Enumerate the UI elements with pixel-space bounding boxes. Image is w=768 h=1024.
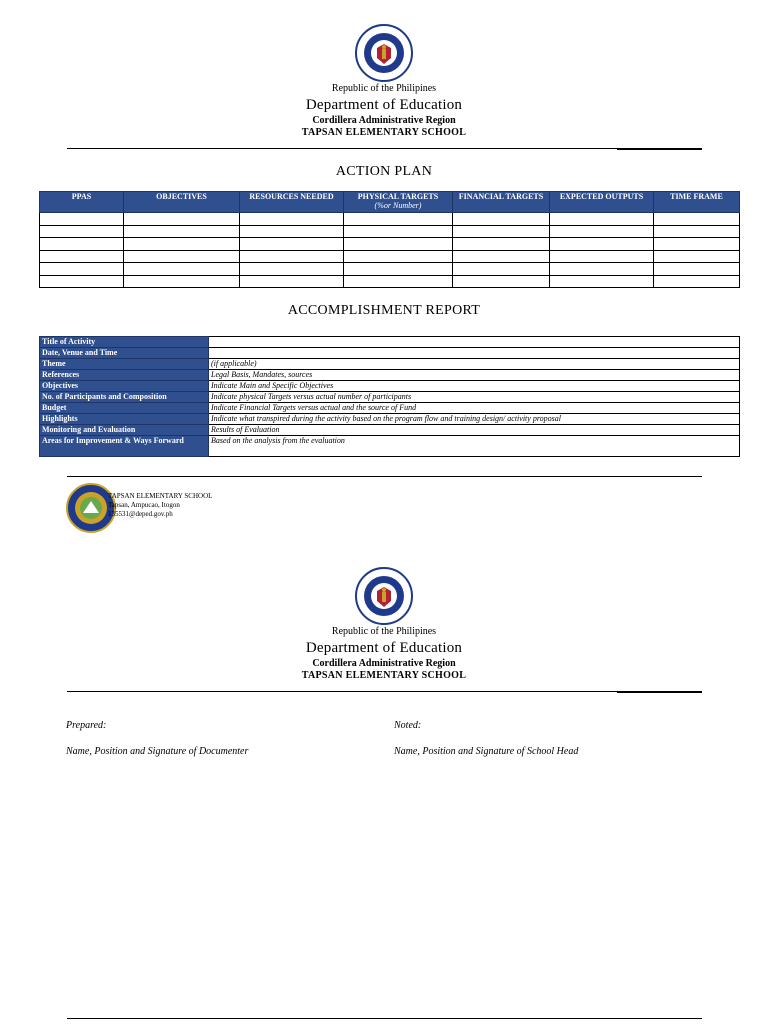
table-cell[interactable] — [344, 250, 453, 263]
table-row — [40, 275, 740, 288]
table-row — [40, 213, 740, 226]
table-row — [40, 225, 740, 238]
table-cell[interactable] — [240, 213, 344, 226]
noted-label: Noted: — [394, 720, 422, 731]
row-value[interactable]: Indicate physical Targets versus actual number of participants — [209, 392, 740, 403]
col-ppas: PPAS — [40, 192, 124, 213]
row-label: Areas for Improvement & Ways Forward — [40, 436, 209, 457]
table-cell[interactable] — [550, 225, 654, 238]
table-row — [40, 263, 740, 276]
accomplishment-report-table — [39, 336, 740, 457]
accomplishment-report-title: ACCOMPLISHMENT REPORT — [287, 303, 481, 318]
row-label: Highlights — [40, 414, 209, 425]
table-cell[interactable] — [40, 275, 124, 288]
table-cell[interactable] — [453, 225, 550, 238]
col-time-frame: TIME FRAME — [654, 192, 740, 213]
table-row — [40, 250, 740, 263]
row-value[interactable]: (if applicable) — [209, 359, 740, 370]
row-label: Title of Activity — [40, 337, 209, 348]
table-cell[interactable] — [344, 225, 453, 238]
table-cell[interactable] — [124, 250, 240, 263]
row-value[interactable]: Indicate Financial Targets versus actual and the source of Fund — [209, 403, 740, 414]
table-cell[interactable] — [453, 250, 550, 263]
table-cell[interactable] — [654, 263, 740, 276]
bottom-divider — [67, 1018, 702, 1019]
republic-text: Republic of the Philipines — [331, 626, 437, 637]
department-title: Department of Education — [305, 640, 463, 656]
table-cell[interactable] — [40, 250, 124, 263]
table-cell[interactable] — [654, 250, 740, 263]
footer-divider — [67, 476, 702, 477]
row-label: Objectives — [40, 381, 209, 392]
table-cell[interactable] — [40, 263, 124, 276]
table-cell[interactable] — [344, 213, 453, 226]
col-objectives: OBJECTIVES — [124, 192, 240, 213]
table-row — [40, 425, 740, 436]
row-label: Budget — [40, 403, 209, 414]
col-financial-targets: FINANCIAL TARGETS — [453, 192, 550, 213]
action-plan-title: ACTION PLAN — [335, 164, 433, 179]
prepared-name: Name, Position and Signature of Documenter — [66, 746, 249, 757]
row-label: No. of Participants and Composition — [40, 392, 209, 403]
action-plan-header-row — [40, 192, 740, 213]
table-cell[interactable] — [40, 238, 124, 251]
row-value[interactable]: Indicate Main and Specific Objectives — [209, 381, 740, 392]
table-cell[interactable] — [124, 275, 240, 288]
table-row — [40, 381, 740, 392]
row-value[interactable]: Based on the analysis from the evaluation — [209, 436, 740, 457]
action-plan-table — [39, 191, 740, 288]
table-cell[interactable] — [240, 275, 344, 288]
col-physical-targets: PHYSICAL TARGETS (%or Number) — [344, 192, 453, 213]
table-row — [40, 359, 740, 370]
header-divider — [67, 148, 617, 149]
footer-address: Tapsan, Ampucao, Itogon — [108, 501, 180, 509]
table-row — [40, 403, 740, 414]
row-label: Monitoring and Evaluation — [40, 425, 209, 436]
col-expected-outputs: EXPECTED OUTPUTS — [550, 192, 654, 213]
row-value[interactable]: Indicate what transpired during the activity based on the program flow and training design/ activity proposal — [209, 414, 740, 425]
col-resources-needed: RESOURCES NEEDED — [240, 192, 344, 213]
table-cell[interactable] — [40, 213, 124, 226]
table-cell[interactable] — [40, 225, 124, 238]
header-divider — [67, 691, 617, 692]
footer-email[interactable]: 135531@deped.gov.ph — [108, 510, 173, 518]
table-row — [40, 414, 740, 425]
table-cell[interactable] — [124, 238, 240, 251]
table-row — [40, 392, 740, 403]
row-label: Date, Venue and Time — [40, 348, 209, 359]
deped-seal-icon — [355, 24, 413, 82]
table-cell[interactable] — [453, 238, 550, 251]
table-cell[interactable] — [550, 263, 654, 276]
table-cell[interactable] — [124, 263, 240, 276]
table-cell[interactable] — [654, 225, 740, 238]
row-value[interactable]: Results of Evaluation — [209, 425, 740, 436]
table-cell[interactable] — [344, 263, 453, 276]
table-cell[interactable] — [240, 263, 344, 276]
table-cell[interactable] — [124, 225, 240, 238]
table-cell[interactable] — [453, 275, 550, 288]
header-divider-accent — [617, 148, 702, 150]
region-text: Cordillera Administrative Region — [312, 658, 456, 669]
table-cell[interactable] — [550, 238, 654, 251]
republic-text: Republic of the Philipines — [331, 83, 437, 94]
table-cell[interactable] — [654, 238, 740, 251]
table-row — [40, 370, 740, 381]
table-cell[interactable] — [550, 213, 654, 226]
noted-name: Name, Position and Signature of School Head — [394, 746, 579, 757]
table-cell[interactable] — [550, 275, 654, 288]
row-value[interactable] — [209, 337, 740, 348]
row-value[interactable]: Legal Basis, Mandates, sources — [209, 370, 740, 381]
prepared-label: Prepared: — [66, 720, 107, 731]
region-text: Cordillera Administrative Region — [312, 115, 456, 126]
row-label: References — [40, 370, 209, 381]
table-row — [40, 348, 740, 359]
school-name: TAPSAN ELEMENTARY SCHOOL — [301, 670, 467, 681]
table-cell[interactable] — [344, 238, 453, 251]
row-label: Theme — [40, 359, 209, 370]
table-cell[interactable] — [654, 213, 740, 226]
table-cell[interactable] — [240, 250, 344, 263]
row-value[interactable] — [209, 348, 740, 359]
table-cell[interactable] — [344, 275, 453, 288]
table-row — [40, 337, 740, 348]
table-cell[interactable] — [124, 213, 240, 226]
table-cell[interactable] — [550, 250, 654, 263]
table-cell[interactable] — [453, 213, 550, 226]
department-title: Department of Education — [305, 97, 463, 113]
table-cell[interactable] — [453, 263, 550, 276]
footer-school: TAPSAN ELEMENTARY SCHOOL — [108, 492, 213, 500]
table-cell[interactable] — [654, 275, 740, 288]
deped-seal-icon — [355, 567, 413, 625]
table-cell[interactable] — [240, 225, 344, 238]
table-row — [40, 436, 740, 457]
header-divider-accent — [617, 691, 702, 693]
table-cell[interactable] — [240, 238, 344, 251]
school-name: TAPSAN ELEMENTARY SCHOOL — [301, 127, 467, 138]
table-row — [40, 238, 740, 251]
